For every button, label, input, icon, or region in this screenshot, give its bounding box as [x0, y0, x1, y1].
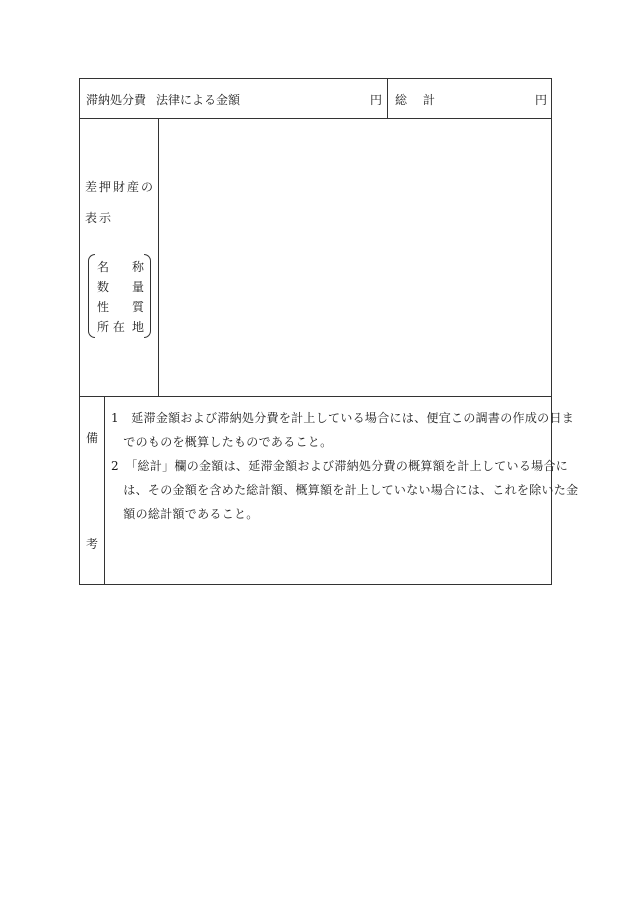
- attribute-bracket-left: [88, 254, 95, 338]
- attribute-quality-right: 質: [132, 300, 145, 314]
- remark-line-2: でのものを概算したものであること。: [111, 435, 333, 449]
- attribute-location-right: 地: [132, 320, 145, 334]
- remarks-label-top: 備: [86, 431, 99, 445]
- remark-line-1: 1 延滞金額および滞納処分費を計上している場合には、便宜この調書の作成の日ま: [111, 411, 575, 425]
- remark-line-3: 2 「総計」欄の金額は、延滞金額および滞納処分費の概算額を計上している場合に: [111, 459, 569, 473]
- remarks-notes: [111, 411, 579, 582]
- seizure-record-form: [79, 78, 579, 585]
- remark-line-4: は、その金額を含めた総計額、概算額を計上していない場合には、これを除いた金: [111, 483, 579, 497]
- remark-line-5: 額の総計額であること。: [111, 507, 259, 521]
- legal-amount-label: 法律による金額: [156, 93, 241, 107]
- attribute-bracket-right: [144, 254, 151, 338]
- yen-label-1: 円: [370, 93, 383, 107]
- attribute-location-left: 所 在: [97, 320, 125, 334]
- attribute-name-right: 称: [132, 260, 145, 274]
- attribute-quantity-right: 量: [132, 280, 145, 294]
- property-divider: [80, 396, 551, 397]
- seized-property-title-line2: 表示: [85, 211, 114, 225]
- total-label: 総 計: [395, 93, 438, 107]
- seized-property-value-area: [159, 119, 551, 396]
- attribute-name-left: 名: [97, 260, 110, 274]
- yen-label-2: 円: [535, 93, 548, 107]
- total-column-divider: [387, 79, 388, 118]
- remarks-label-bottom: 考: [86, 537, 99, 551]
- penalty-label: 滞納処分費: [86, 93, 147, 107]
- attribute-quality-left: 性: [97, 300, 110, 314]
- seized-property-title-line1: 差押財産の: [85, 180, 156, 194]
- attribute-quantity-left: 数: [97, 280, 110, 294]
- remarks-label-divider: [104, 396, 105, 584]
